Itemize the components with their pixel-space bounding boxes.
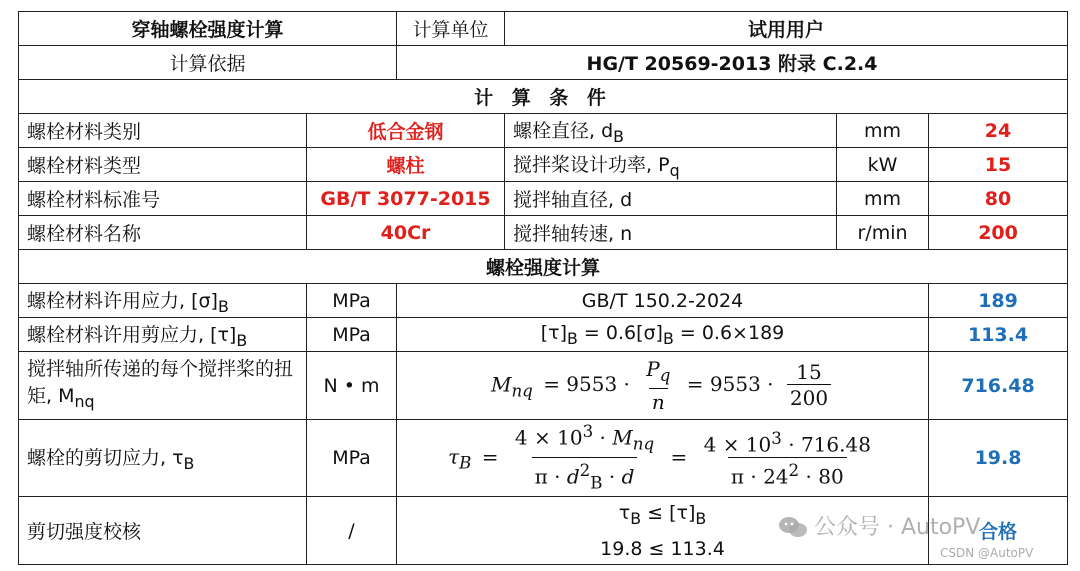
shear-unit: MPa <box>307 420 397 497</box>
condition-row <box>19 182 1068 216</box>
allow-shear-formula: $[\tau]_B = 0.6[\sigma]_B = 0.6\times 189$ <box>397 318 929 352</box>
unit-label: 计算单位 <box>397 12 505 46</box>
watermark: 公众号 · AutoPV <box>778 510 980 541</box>
basis-value: HG/T 20569-2013 附录 C.2.4 <box>397 46 1068 80</box>
shear-fraction-numeric: $\frac{4 \times 10^3 \cdot 716.48}{\pi \cdot 24^2 \cdot 80}$ <box>703 429 871 489</box>
header-row <box>19 12 1068 46</box>
param-label: 搅拌轴转速, n <box>505 216 837 250</box>
param-unit: mm <box>837 182 929 216</box>
allow-shear-label: 螺栓材料许用剪应力, $[\tau]_B$ <box>19 318 307 352</box>
condition-label: 螺栓材料名称 <box>19 216 307 250</box>
torque-unit: N • m <box>307 352 397 420</box>
shear-fraction-symbolic: $\frac{4 \times 10^3 \cdot M_{nq}}{\pi \cdot d^2_B \cdot d}$ <box>512 420 657 496</box>
shear-value: 19.8 <box>929 420 1068 497</box>
condition-label: 螺栓材料类别 <box>19 114 307 148</box>
shear-row <box>19 420 1068 497</box>
page-title: 穿轴螺栓强度计算 <box>19 12 397 46</box>
watermark-sub: CSDN @AutoPV <box>940 546 1034 560</box>
strength-header-row <box>19 250 1068 284</box>
param-unit: mm <box>837 114 929 148</box>
param-value: 24 <box>929 114 1068 148</box>
unit-value: 试用用户 <box>505 12 1068 46</box>
param-label: 螺栓直径, $d_B$ <box>505 114 837 148</box>
shear-label: 螺栓的剪切应力, $\tau_B$ <box>19 420 307 497</box>
torque-formula: $M_{nq} = 9553$ · $\frac{P_q}{n}$ = 9553 · $\frac{15}{200}$ <box>397 352 929 420</box>
param-unit: kW <box>837 148 929 182</box>
torque-label: 搅拌轴所传递的每个搅拌桨的扭矩, $M_{nq}$ <box>19 352 307 420</box>
param-unit: r/min <box>837 216 929 250</box>
param-value: 15 <box>929 148 1068 182</box>
condition-row <box>19 148 1068 182</box>
conditions-title: 计 算 条 件 <box>19 80 1068 114</box>
condition-value: 低合金钢 <box>307 114 505 148</box>
allow-stress-label: 螺栓材料许用应力, $[\sigma]_B$ <box>19 284 307 318</box>
condition-value: 螺柱 <box>307 148 505 182</box>
check-unit: / <box>307 497 397 565</box>
condition-label: 螺栓材料标准号 <box>19 182 307 216</box>
check-formula-line1: $\tau_B \le [\tau]_B$ <box>618 501 707 528</box>
allow-shear-value: 113.4 <box>929 318 1068 352</box>
check-result: 合格 <box>929 497 1068 565</box>
torque-fraction-numeric: $\frac{15}{200}$ <box>787 360 831 411</box>
condition-row <box>19 216 1068 250</box>
basis-label: 计算依据 <box>19 46 397 80</box>
param-value: 80 <box>929 182 1068 216</box>
calculation-table <box>18 11 1068 565</box>
check-label: 剪切强度校核 <box>19 497 307 565</box>
wechat-icon <box>778 516 808 538</box>
basis-row <box>19 46 1068 80</box>
param-value: 200 <box>929 216 1068 250</box>
condition-row <box>19 114 1068 148</box>
conditions-header-row <box>19 80 1068 114</box>
torque-row <box>19 352 1068 420</box>
condition-value: GB/T 3077-2015 <box>307 182 505 216</box>
allow-stress-value: 189 <box>929 284 1068 318</box>
param-label: 搅拌桨设计功率, $P_q$ <box>505 148 837 182</box>
param-label: 搅拌轴直径, d <box>505 182 837 216</box>
strength-title: 螺栓强度计算 <box>19 250 1068 284</box>
torque-value: 716.48 <box>929 352 1068 420</box>
allow-stress-basis: GB/T 150.2-2024 <box>397 284 929 318</box>
allow-shear-row <box>19 318 1068 352</box>
condition-label: 螺栓材料类型 <box>19 148 307 182</box>
check-formula-line2: 19.8 ≤ 113.4 <box>600 537 725 560</box>
allow-stress-row <box>19 284 1068 318</box>
allow-shear-unit: MPa <box>307 318 397 352</box>
shear-formula: $\tau_B$ = $\frac{4 \times 10^3 \cdot M_{nq}}{\pi \cdot d^2_B \cdot d}$ = $\frac{4 \times 10^3 \cdot 716.48}{\pi \cdot 24^2 \cdot 80}$ <box>397 420 929 497</box>
allow-stress-unit: MPa <box>307 284 397 318</box>
torque-fraction-symbolic: $\frac{P_q}{n}$ <box>646 356 671 414</box>
condition-value: 40Cr <box>307 216 505 250</box>
